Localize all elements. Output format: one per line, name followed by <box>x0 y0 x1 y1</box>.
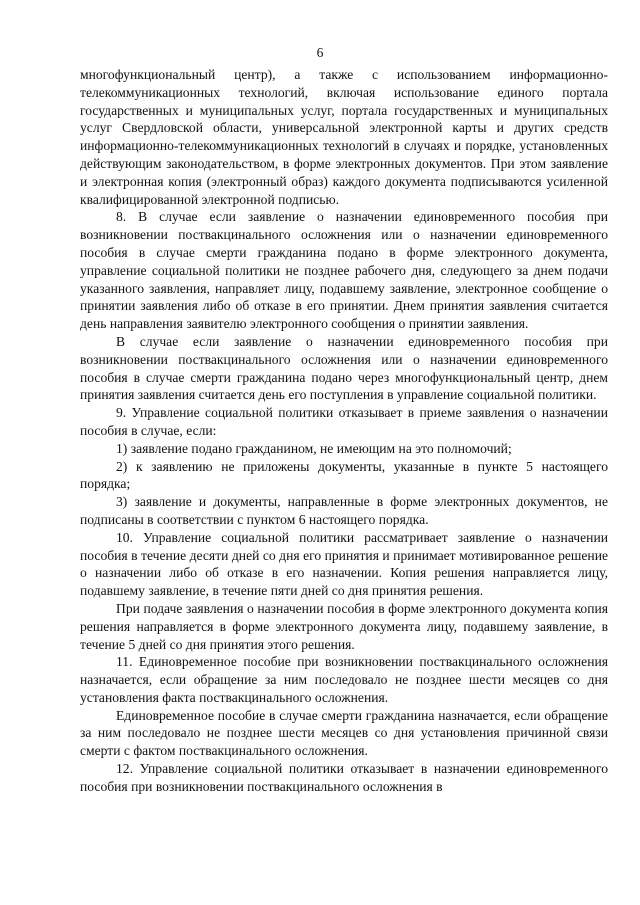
paragraph-continuation: многофункциональный центр), а также с использованием информационно-телекоммуникационных технологий, включая использование единого портала государственных и муниципальных услуг, портала государственных и муниципальных услуг Свердловской области, универсальной электронной карты и других средств информационно-телекоммуникационных технологий в случаях и порядке, установленных действующим законодательством, в форме электронных документов. При этом заявление и электронная копия (электронный образ) каждого документа подписываются усиленной квалифицированной электронной подписью. <box>80 67 608 207</box>
paragraph-item-10-electronic: При подаче заявления о назначении пособия в форме электронного документа копия решения направляется в форме электронного документа лицу, подавшему заявление, в течение 5 дней со дня принятия этого решения. <box>80 600 608 652</box>
paragraph-item-9-1: 1) заявление подано гражданином, не имеющим на это полномочий; <box>116 440 512 456</box>
paragraph-item-12: 12. Управление социальной политики отказывает в назначении единовременного пособия при возникновении поствакцинального осложнения в <box>80 761 608 794</box>
paragraph-item-11-death: Единовременное пособие в случае смерти гражданина назначается, если обращение за ним последовало не позднее шести месяцев со дня установления причинной связи смерти с фактом поствакцинального осложнения. <box>80 707 608 759</box>
document-body <box>80 66 608 796</box>
page-number: 6 <box>316 45 324 60</box>
paragraph-item-11: 11. Единовременное пособие при возникновении поствакцинального осложнения назначается, если обращение за ним последовало не позднее шести месяцев со дня установления факта поствакцинального осложнения. <box>80 654 608 705</box>
paragraph-item-9-2: 2) к заявлению не приложены документы, указанные в пункте 5 настоящего порядка; <box>80 458 608 492</box>
paragraph-item-8: 8. В случае если заявление о назначении единовременного пособия при возникновении поствакцинального осложнения или о назначении единовременного пособия в случае смерти гражданина подано в форме электронного документа, управление социальной политики не позднее рабочего дня, следующего за днем подачи указанного заявления, направляет лицу, подавшему заявление, электронное сообщение о принятии заявления либо об отказе в его принятии. Днем принятия заявления считается день направления заявителю электронного сообщения о принятии заявления. <box>80 209 608 332</box>
paragraph-item-10: 10. Управление социальной политики рассматривает заявление о назначении пособия в течение десяти дней со дня его принятия и принимает мотивированное решение о назначении либо об отказе в его назначении. Копия решения направляется лицу, подавшему заявление, в течение пяти дней со дня принятия решения. <box>80 529 608 599</box>
paragraph-item-8-mfc: В случае если заявление о назначении единовременного пособия при возникновении поствакцинального осложнения или о назначении единовременного пособия в случае смерти гражданина подано через многофункциональный центр, днем принятия заявления считается день его поступления в управление социальной политики. <box>80 333 608 403</box>
paragraph-item-9-3: 3) заявление и документы, направленные в форме электронных документов, не подписаны в соответствии с пунктом 6 настоящего порядка. <box>80 494 608 527</box>
paragraph-item-9: 9. Управление социальной политики отказывает в приеме заявления о назначении пособия в случае, если: <box>80 405 608 438</box>
